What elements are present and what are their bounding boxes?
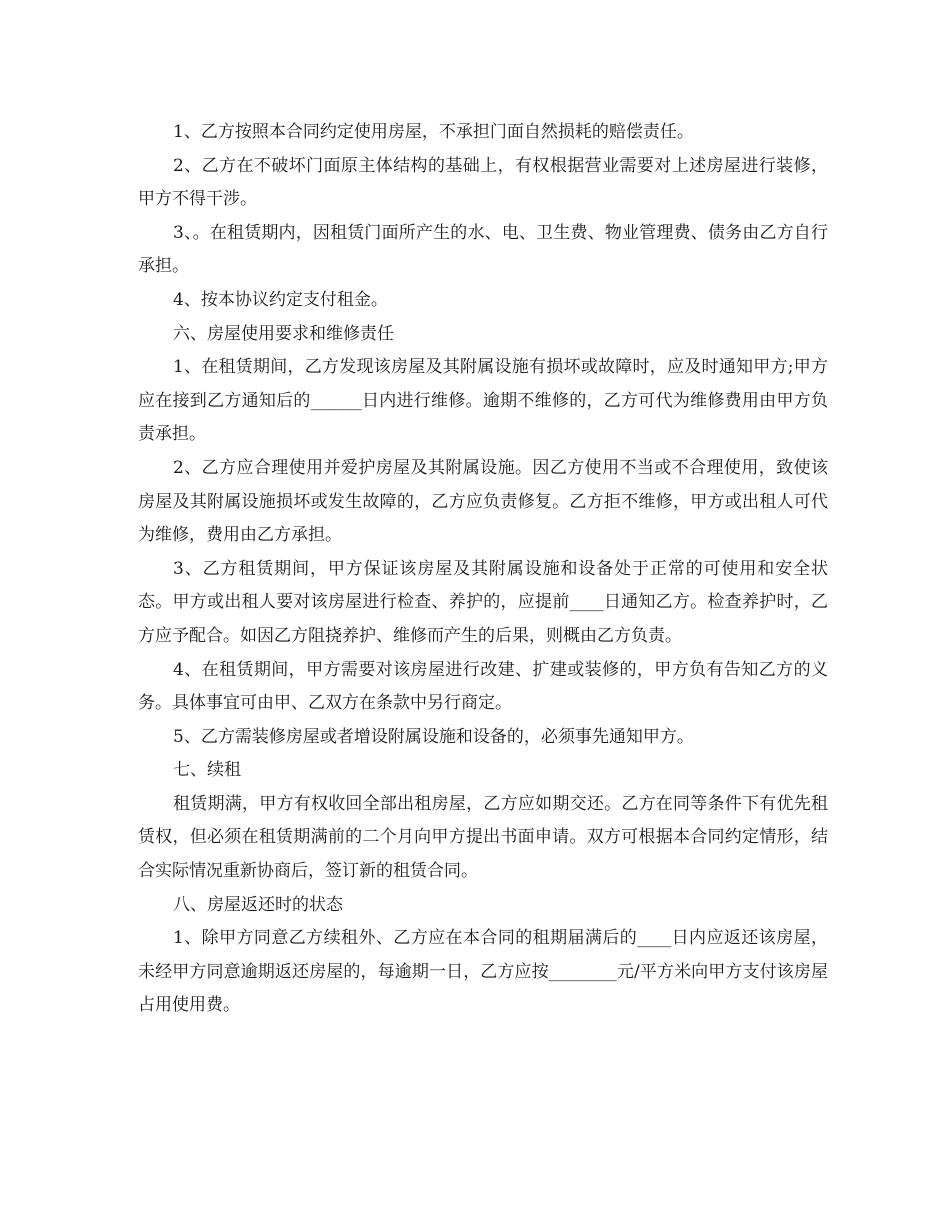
clause-paragraph: 租赁期满，甲方有权收回全部出租房屋，乙方应如期交还。乙方在同等条件下有优先租赁权，但必须在租赁期满前的二个月向甲方提出书面申请。双方可根据本合同约定情形，结合实际情况重新协商后，签订新的租赁合同。 xyxy=(138,793,828,882)
clause-paragraph: 2、乙方在不破坏门面原主体结构的基础上，有权根据营业需要对上述房屋进行装修，甲方不得干涉。 xyxy=(138,155,828,210)
clause-paragraph: 4、在租赁期间，甲方需要对该房屋进行改建、扩建或装修的，甲方负有告知乙方的义务。具体事宜可由甲、乙双方在条款中另行商定。 xyxy=(138,659,828,714)
clause-paragraph: 3、乙方租赁期间，甲方保证该房屋及其附属设施和设备处于正常的可使用和安全状态。甲方或出租人要对该房屋进行检查、养护的，应提前____日通知乙方。检查养护时，乙方应予配合。如因乙方阻挠养护、维修而产生的后果，则概由乙方负责。 xyxy=(138,558,828,646)
section-heading: 六、房屋使用要求和维修责任 xyxy=(173,323,394,344)
clause-paragraph: 3、。在租赁期内，因租赁门面所产生的水、电、卫生费、物业管理费、债务由乙方自行承担。 xyxy=(138,222,828,277)
document-body xyxy=(138,116,828,1023)
clause-paragraph: 1、在租赁期间，乙方发现该房屋及其附属设施有损坏或故障时，应及时通知甲方;甲方应在接到乙方通知后的______日内进行维修。逾期不维修的，乙方可代为维修费用由甲方负责承担。 xyxy=(138,357,828,445)
clause-paragraph: 1、除甲方同意乙方续租外、乙方应在本合同的租期届满后的____日内应返还该房屋，未经甲方同意逾期返还房屋的，每逾期一日，乙方应按________元/平方米向甲方支付该房屋占用使用费。 xyxy=(138,928,828,1016)
clause-paragraph: 5、乙方需装修房屋或者增设附属设施和设备的，必须事先通知甲方。 xyxy=(173,726,694,747)
section-heading: 八、房屋返还时的状态 xyxy=(173,894,343,915)
clause-paragraph: 4、按本协议约定支付租金。 xyxy=(173,289,388,310)
section-heading: 七、续租 xyxy=(173,760,241,781)
clause-paragraph: 2、乙方应合理使用并爱护房屋及其附属设施。因乙方使用不当或不合理使用，致使该房屋及其附属设施损坏或发生故障的，乙方应负责修复。乙方拒不维修，甲方或出租人可代为维修，费用由乙方承担。 xyxy=(138,457,828,546)
clause-paragraph: 1、乙方按照本合同约定使用房屋，不承担门面自然损耗的赔偿责任。 xyxy=(173,122,694,142)
